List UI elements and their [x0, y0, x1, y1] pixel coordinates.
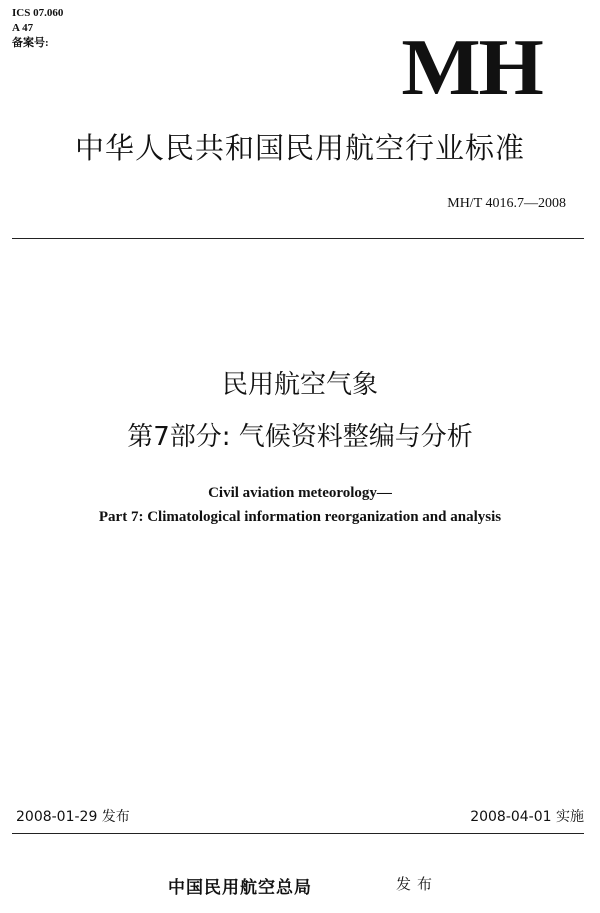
implementation-date: 2008-04-01 实施	[470, 809, 584, 825]
publisher-name: 中国民用航空总局	[168, 878, 312, 898]
organization-title: 中华人民共和国民用航空行业标准	[74, 131, 525, 165]
title-en-line1: Civil aviation meteorology—	[208, 485, 392, 501]
standard-code: MH/T 4016.7—2008	[447, 196, 566, 211]
title-zh-line2: 第7部分: 气候资料整编与分析	[127, 422, 473, 452]
mh-logo: MH	[401, 24, 542, 112]
ics-code: ICS 07.060	[12, 7, 64, 19]
issue-date: 2008-01-29 发布	[16, 809, 130, 825]
filing-number-label: 备案号:	[12, 37, 49, 49]
bottom-divider	[12, 833, 584, 834]
title-en-line2: Part 7: Climatological information reorganization and analysis	[98, 509, 502, 525]
publish-label: 发布	[396, 875, 439, 893]
top-divider	[12, 238, 584, 239]
category-code: A 47	[12, 22, 34, 34]
title-zh-line1: 民用航空气象	[221, 370, 378, 400]
